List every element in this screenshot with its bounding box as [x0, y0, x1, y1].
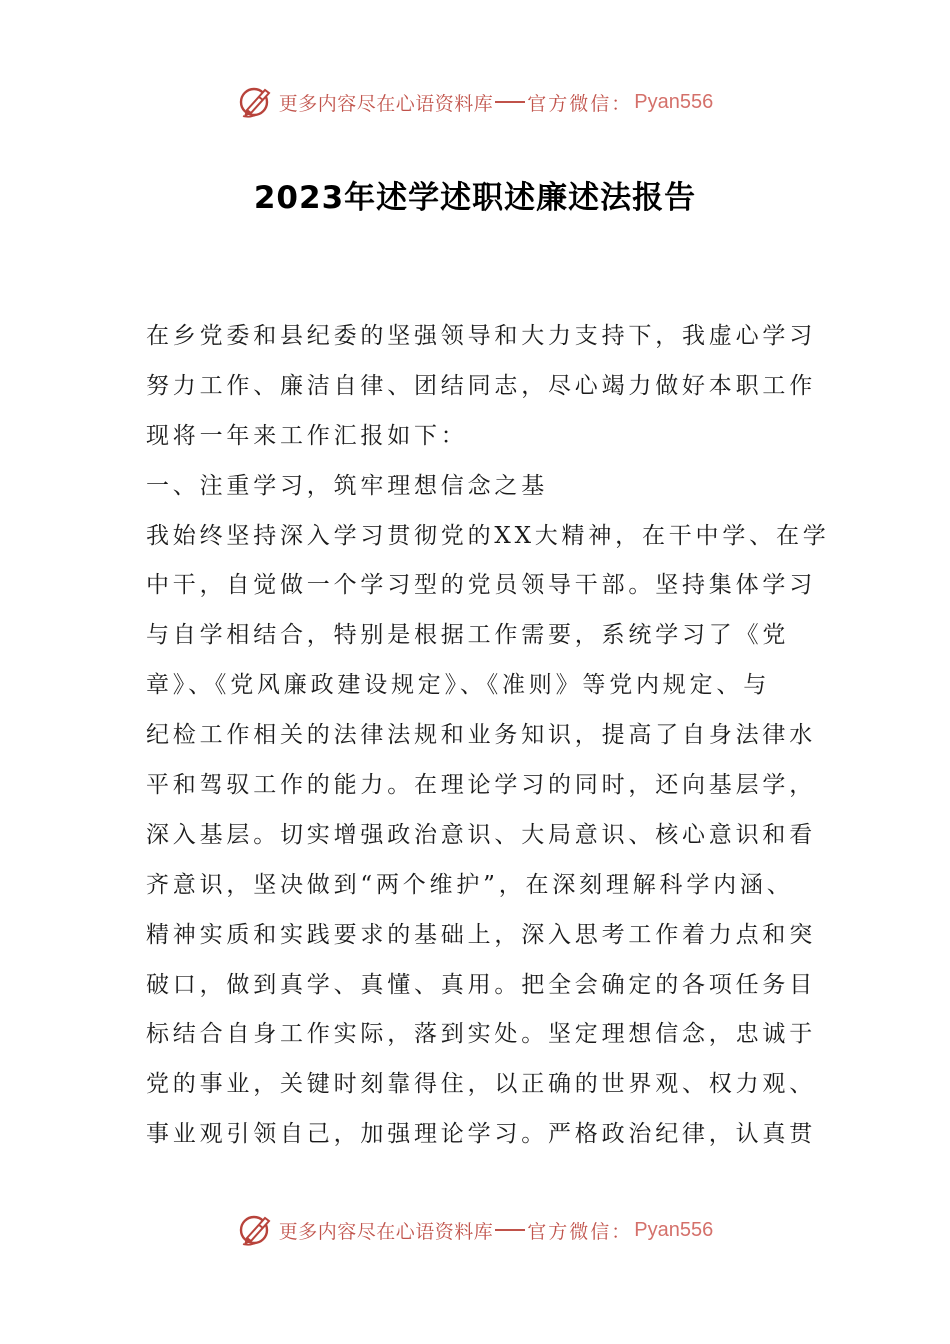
document-body: [146, 312, 830, 1160]
body-line: 章》、《党风廉政建设规定》、《准则》等党内规定、与: [146, 672, 770, 699]
banner-wechat-id: Pyan556: [634, 90, 714, 113]
banner-site-text: 更多内容尽在心语资料库: [278, 1220, 494, 1243]
body-line: 我始终坚持深入学习贯彻党的XX大精神，在干中学、在学: [146, 522, 830, 549]
banner-wechat-label: 官方微信：: [527, 92, 633, 115]
body-line: 标结合自身工作实际，落到实处。坚定理想信念，忠诚于: [146, 1021, 816, 1048]
body-line: 中干，自觉做一个学习型的党员领导干部。坚持集体学习: [146, 572, 816, 599]
body-line: 精神实质和实践要求的基础上，深入思考工作着力点和突: [146, 921, 816, 948]
document-title: 2023年述学述职述廉述法报告: [253, 180, 697, 216]
body-line: 破口，做到真学、真懂、真用。把全会确定的各项任务目: [146, 971, 816, 998]
body-line: 在乡党委和县纪委的坚强领导和大力支持下，我虚心学习: [146, 323, 816, 349]
body-line: 齐意识，坚决做到“两个维护”，在深刻理解科学内涵、: [146, 871, 794, 898]
banner-wechat-label: 官方微信：: [527, 1220, 633, 1243]
body-line: 与自学相结合，特别是根据工作需要，系统学习了《党: [146, 622, 790, 649]
header-watermark-banner: [0, 82, 950, 122]
body-line: 纪检工作相关的法律法规和业务知识，提高了自身法律水: [146, 722, 816, 749]
body-line: 党的事业，关键时刻靠得住，以正确的世界观、权力观、: [146, 1071, 816, 1098]
body-line: 现将一年来工作汇报如下：: [146, 422, 468, 449]
body-line: 平和驾驭工作的能力。在理论学习的同时，还向基层学，: [146, 772, 816, 799]
banner-dash-divider: [495, 1229, 525, 1231]
banner-site-text: 更多内容尽在心语资料库: [278, 92, 494, 115]
footer-watermark-banner: [0, 1210, 950, 1250]
banner-dash-divider: [495, 101, 525, 103]
banner-wechat-id: Pyan556: [634, 1218, 714, 1241]
section-heading: 一、注重学习，筑牢理想信念之基: [146, 472, 548, 499]
pen-logo-icon: [237, 83, 275, 121]
body-line: 深入基层。切实增强政治意识、大局意识、核心意识和看: [146, 821, 816, 848]
pen-logo-icon: [237, 1211, 275, 1249]
body-line: 努力工作、廉洁自律、团结同志，尽心竭力做好本职工作: [146, 372, 816, 399]
body-line: 事业观引领自己，加强理论学习。严格政治纪律，认真贯: [146, 1121, 816, 1148]
